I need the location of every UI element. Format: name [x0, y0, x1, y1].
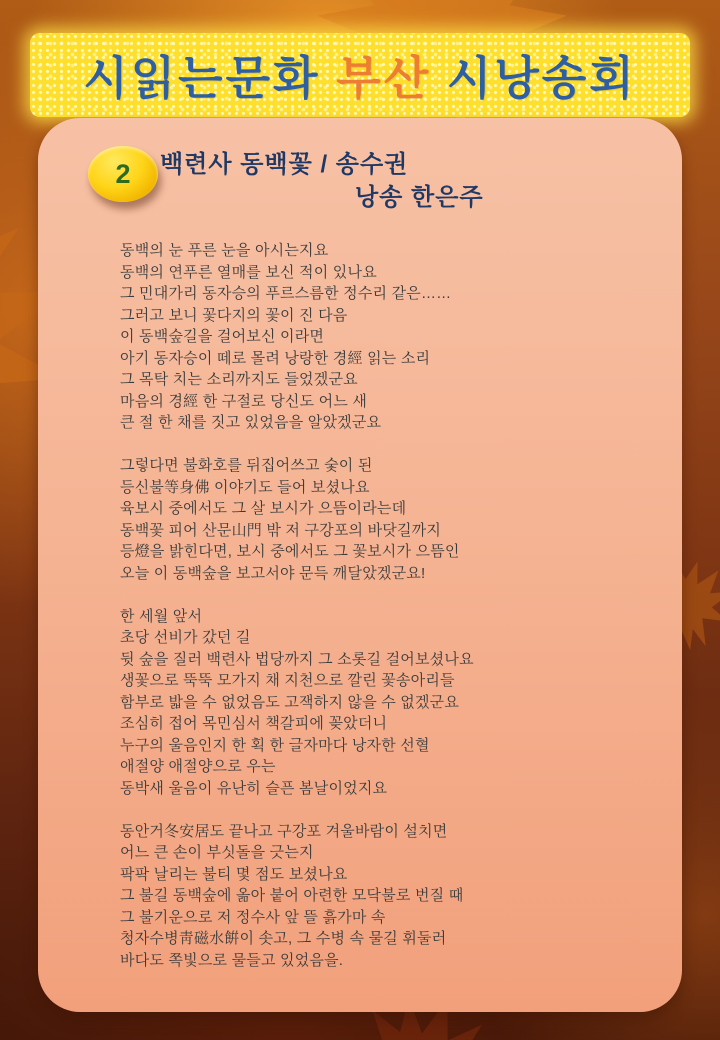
- poem-line: 동백의 눈 푸른 눈을 아시는지요: [120, 242, 329, 259]
- poem-line: 바다도 쪽빛으로 물들고 있었음을.: [120, 951, 344, 969]
- poem-line: 그 불길 동백숲에 옮아 붙어 아련한 모닥불로 번질 때: [120, 887, 464, 904]
- event-title: [83, 42, 636, 108]
- poem-line: 뒷 숲을 질러 백련사 법당까지 그 소롯길 걸어보셨나요: [120, 650, 474, 668]
- poem-line: 그 민대가리 동자승의 푸르스름한 정수리 같은……: [120, 285, 452, 302]
- event-title-part-1: 시읽는문화: [83, 52, 337, 104]
- poem-line: 동안거冬安居도 끝나고 구강포 겨울바람이 설치면: [120, 822, 448, 840]
- poem-line: 그렇다면 불화호를 뒤집어쓰고 숯이 된: [120, 457, 373, 474]
- poem-line: 아기 동자승이 떼로 몰려 낭랑한 경經 읽는 소리: [120, 349, 431, 367]
- poem-line: 등燈을 밝힌다면, 보시 중에서도 그 꽃보시가 으뜸인: [120, 543, 460, 560]
- poem-panel: [38, 118, 682, 1012]
- poem-line: 등신불等身佛 이야기도 들어 보셨나요: [120, 478, 370, 496]
- event-title-banner: [30, 33, 690, 117]
- poem-line: 팍팍 날리는 불티 몇 점도 보셨나요: [120, 865, 348, 883]
- poem-stanza: [120, 821, 640, 972]
- poem-line: 큰 절 한 채를 짓고 있었음을 알았겠군요: [120, 414, 382, 431]
- poem-line: 동박새 울음이 유난히 슬픈 봄날이었지요: [120, 779, 388, 797]
- poem-line: 그러고 보니 꽃다지의 꽃이 진 다음: [120, 306, 348, 324]
- poem-line: 오늘 이 동백숲을 보고서야 문득 깨달았겠군요!: [120, 564, 426, 582]
- poem-line: 그 목탁 치는 소리까지도 들었겠군요: [120, 371, 358, 388]
- poem-line: 함부로 밟을 수 없었음도 고잭하지 않을 수 없겠군요: [120, 693, 460, 711]
- poem-line: 누구의 울음인지 한 획 한 글자마다 낭자한 선혈: [120, 736, 430, 754]
- number-badge-value: 2: [115, 158, 131, 189]
- event-title-part-3: 시낭송회: [431, 52, 637, 104]
- poem-line: 동백의 연푸른 열매를 보신 적이 있나요: [120, 263, 377, 281]
- event-title-part-2: 부산: [336, 52, 432, 104]
- poem-stanza: [120, 606, 640, 800]
- poem-heading: [160, 148, 640, 214]
- poem-line: 어느 큰 손이 부싯돌을 긋는지: [120, 844, 314, 861]
- poem-line: 동백꽃 피어 산문山門 밖 저 구강포의 바닷길까지: [120, 521, 442, 539]
- poem-line: 애절양 애절양으로 우는: [120, 758, 276, 775]
- poem-line: 이 동백숲길을 걸어보신 이라면: [120, 328, 325, 345]
- poem-line: 그 불기운으로 저 정수사 앞 뜰 흙가마 속: [120, 908, 386, 926]
- poem-line: 청자수병靑磁水餠이 솟고, 그 수병 속 물길 휘둘러: [120, 930, 447, 947]
- poem-line: 초당 선비가 갔던 길: [120, 629, 251, 646]
- poem-line: 육보시 중에서도 그 살 보시가 으뜸이라는데: [120, 500, 407, 517]
- poem-body: [120, 240, 640, 993]
- poem-line: 조심히 접어 목민심서 책갈피에 꽂았더니: [120, 715, 388, 732]
- reciter-credit: 낭송 한은주: [355, 184, 484, 211]
- poem-line: 마음의 경經 한 구절로 당신도 어느 새: [120, 392, 368, 410]
- poem-line: 생꽃으로 뚝뚝 모가지 채 지천으로 깔린 꽃송아리들: [120, 672, 455, 689]
- poem-stanza: [120, 455, 640, 584]
- poem-stanza: [120, 240, 640, 434]
- number-badge: [88, 146, 158, 202]
- poem-title: 백련사 동백꽃 / 송수권: [160, 151, 409, 178]
- poem-line: 한 세월 앞서: [120, 607, 203, 625]
